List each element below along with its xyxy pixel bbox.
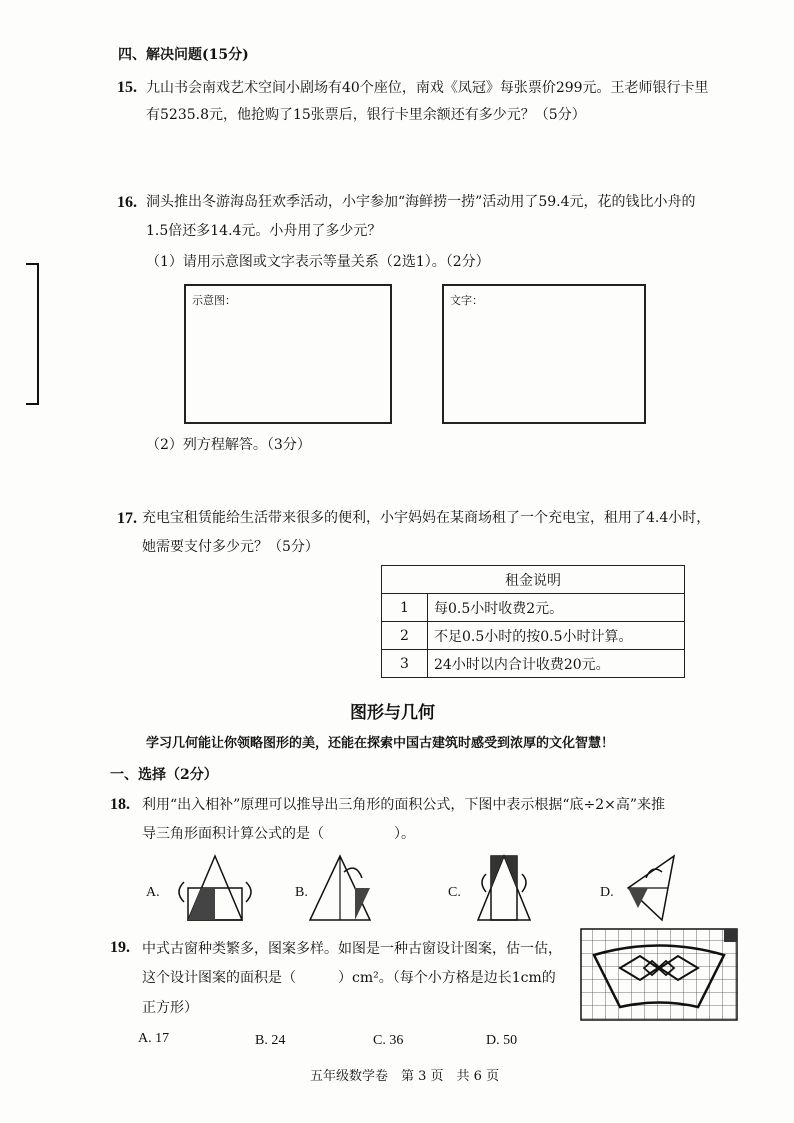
q18-number: 18. xyxy=(110,796,130,813)
q15-text-line1: 九山书会南戏艺术空间小剧场有40个座位，南戏《凤冠》每张票价299元。王老师银行卡里 xyxy=(146,80,709,96)
table-cell-no: 2 xyxy=(382,622,428,650)
q18-option-c-figure[interactable] xyxy=(468,852,540,924)
q17-number: 17. xyxy=(117,510,137,527)
q18-option-a-label[interactable]: A. xyxy=(146,885,160,900)
q16-number: 16. xyxy=(117,194,137,211)
q16-text-line1: 洞头推出冬游海岛狂欢季活动，小宇参加“海鲜捞一捞”活动用了59.4元，花的钱比小舟的 xyxy=(146,194,696,210)
q18-option-d-label[interactable]: D. xyxy=(600,885,614,900)
table-row xyxy=(382,650,685,678)
q18-text-line1: 利用“出入相补”原理可以推导出三角形的面积公式，下图中表示根据“底÷2×高”来推 xyxy=(142,797,665,813)
q16-sub1: （1）请用示意图或文字表示等量关系（2选1）。（2分） xyxy=(146,254,490,270)
q19-choice-c[interactable]: C. 36 xyxy=(373,1033,404,1048)
table-cell-text: 不足0.5小时的按0.5小时计算。 xyxy=(428,622,685,650)
table-cell-text: 24小时以内合计收费20元。 xyxy=(428,650,685,678)
q16-sub2: （2）列方程解答。（3分） xyxy=(146,437,311,453)
table-row xyxy=(382,622,685,650)
q18-option-c-label[interactable]: C. xyxy=(448,885,461,900)
diagram-answer-box[interactable] xyxy=(184,284,392,424)
text-box-label: 文字： xyxy=(450,294,483,307)
q15-number: 15. xyxy=(117,79,137,96)
binding-bracket xyxy=(22,262,42,406)
q19-text-line1: 中式古窗种类繁多，图案多样。如图是一种古窗设计图案，估一估， xyxy=(142,941,562,957)
q18-option-b-figure[interactable] xyxy=(304,852,376,924)
rental-table-header-row xyxy=(382,566,685,594)
q19-text-line2: 这个设计图案的面积是（ ）cm²。（每个小方格是边长1cm的 xyxy=(142,970,556,986)
q19-text-line3: 正方形） xyxy=(142,1000,198,1016)
table-row xyxy=(382,594,685,622)
window-grid-figure xyxy=(580,928,750,1024)
geometry-intro: 学习几何能让你领略图形的美，还能在探索中国古建筑时感受到浓厚的文化智慧！ xyxy=(146,736,615,751)
geometry-title: 图形与几何 xyxy=(350,703,435,723)
q15-text-line2: 有5235.8元，他抢购了15张票后，银行卡里余额还有多少元？（5分） xyxy=(146,107,586,123)
section-heading-1: 一、选择（2分） xyxy=(110,767,218,783)
q18-option-a-figure[interactable] xyxy=(170,852,260,924)
rental-table xyxy=(381,565,685,678)
q17-text-line2: 她需要支付多少元？（5分） xyxy=(142,539,319,555)
text-answer-box[interactable] xyxy=(442,284,646,424)
table-cell-no: 3 xyxy=(382,650,428,678)
table-cell-text: 每0.5小时收费2元。 xyxy=(428,594,685,622)
rental-table-header: 租金说明 xyxy=(382,566,685,594)
q17-text-line1: 充电宝租赁能给生活带来很多的便利，小宇妈妈在某商场租了一个充电宝，租用了4.4小时， xyxy=(142,510,711,526)
section-heading-4: 四、解决问题(15分) xyxy=(118,47,249,63)
q19-choice-a[interactable]: A. 17 xyxy=(138,1031,170,1046)
page-footer: 五年级数学卷 第 3 页 共 6 页 xyxy=(310,1069,500,1084)
q18-option-b-label[interactable]: B. xyxy=(295,885,308,900)
q19-number: 19. xyxy=(110,939,130,956)
q19-choice-b[interactable]: B. 24 xyxy=(255,1033,286,1048)
q18-text-line2: 导三角形面积计算公式的是（ ）。 xyxy=(142,826,415,842)
q16-text-line2: 1.5倍还多14.4元。小舟用了多少元？ xyxy=(146,223,382,239)
diagram-box-label: 示意图： xyxy=(192,294,236,307)
q19-choice-d[interactable]: D. 50 xyxy=(486,1033,518,1048)
q18-option-d-figure[interactable] xyxy=(618,852,690,924)
table-cell-no: 1 xyxy=(382,594,428,622)
